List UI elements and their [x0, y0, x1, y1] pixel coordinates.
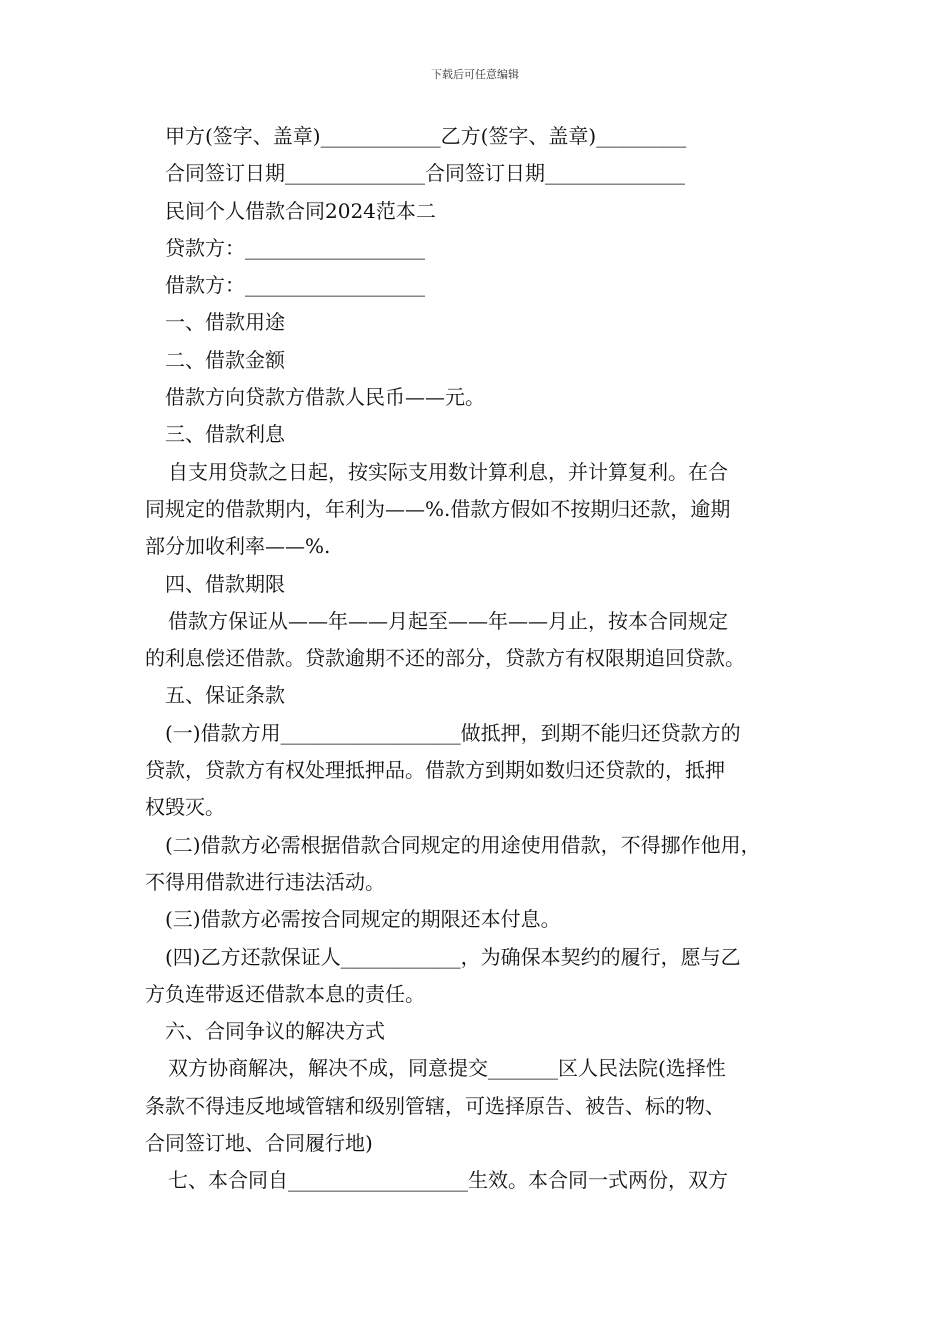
paragraph: (二)借款方必需根据借款合同规定的用途使用借款，不得挪作他用，: [165, 832, 761, 857]
paragraph: 一、借款用途: [165, 310, 285, 335]
paragraph: 六、合同争议的解决方式: [165, 1019, 385, 1044]
paragraph: 二、借款金额: [165, 347, 285, 372]
paragraph: (四)乙方还款保证人____________，为确保本契约的履行，愿与乙: [165, 944, 741, 969]
paragraph: (一)借款方用__________________做抵押，到期不能归还贷款方的: [165, 720, 741, 745]
paragraph: 借款方：__________________: [165, 273, 425, 298]
page-header: 下载后可任意编辑: [431, 68, 519, 81]
paragraph: 合同签订日期______________合同签订日期______________: [165, 161, 685, 186]
paragraph: 民间个人借款合同2024范本二: [165, 198, 436, 223]
paragraph: 五、保证条款: [165, 683, 285, 708]
paragraph: 权毁灭。: [145, 795, 225, 820]
paragraph: 部分加收利率——%.: [145, 534, 331, 559]
paragraph: 双方协商解决，解决不成，同意提交_______区人民法院(选择性: [168, 1056, 726, 1081]
paragraph: 的利息偿还借款。贷款逾期不还的部分，贷款方有权限期追回贷款。: [145, 646, 745, 671]
paragraph: 借款方向贷款方借款人民币——元。: [165, 385, 485, 410]
paragraph: 条款不得违反地域管辖和级别管辖，可选择原告、被告、标的物、: [145, 1093, 725, 1118]
paragraph: 自支用贷款之日起，按实际支用数计算利息，并计算复利。在合: [168, 459, 728, 484]
document-body: [145, 118, 825, 1200]
paragraph: 贷款方：__________________: [165, 235, 425, 260]
paragraph: 方负连带返还借款本息的责任。: [145, 981, 425, 1006]
paragraph: 四、借款期限: [165, 571, 285, 596]
paragraph: 三、借款利息: [165, 422, 285, 447]
paragraph: 借款方保证从——年——月起至——年——月止，按本合同规定: [168, 608, 728, 633]
paragraph: 同规定的借款期内，年利为——%.借款方假如不按期归还款，逾期: [145, 496, 731, 521]
paragraph: 不得用借款进行违法活动。: [145, 869, 385, 894]
paragraph: 合同签订地、合同履行地): [145, 1131, 373, 1156]
paragraph: 七、本合同自__________________生效。本合同一式两份，双方: [168, 1168, 728, 1193]
paragraph: 甲方(签字、盖章)____________乙方(签字、盖章)_________: [165, 124, 687, 148]
paragraph: 贷款，贷款方有权处理抵押品。借款方到期如数归还贷款的，抵押: [145, 758, 725, 783]
paragraph: (三)借款方必需按合同规定的期限还本付息。: [165, 907, 561, 932]
